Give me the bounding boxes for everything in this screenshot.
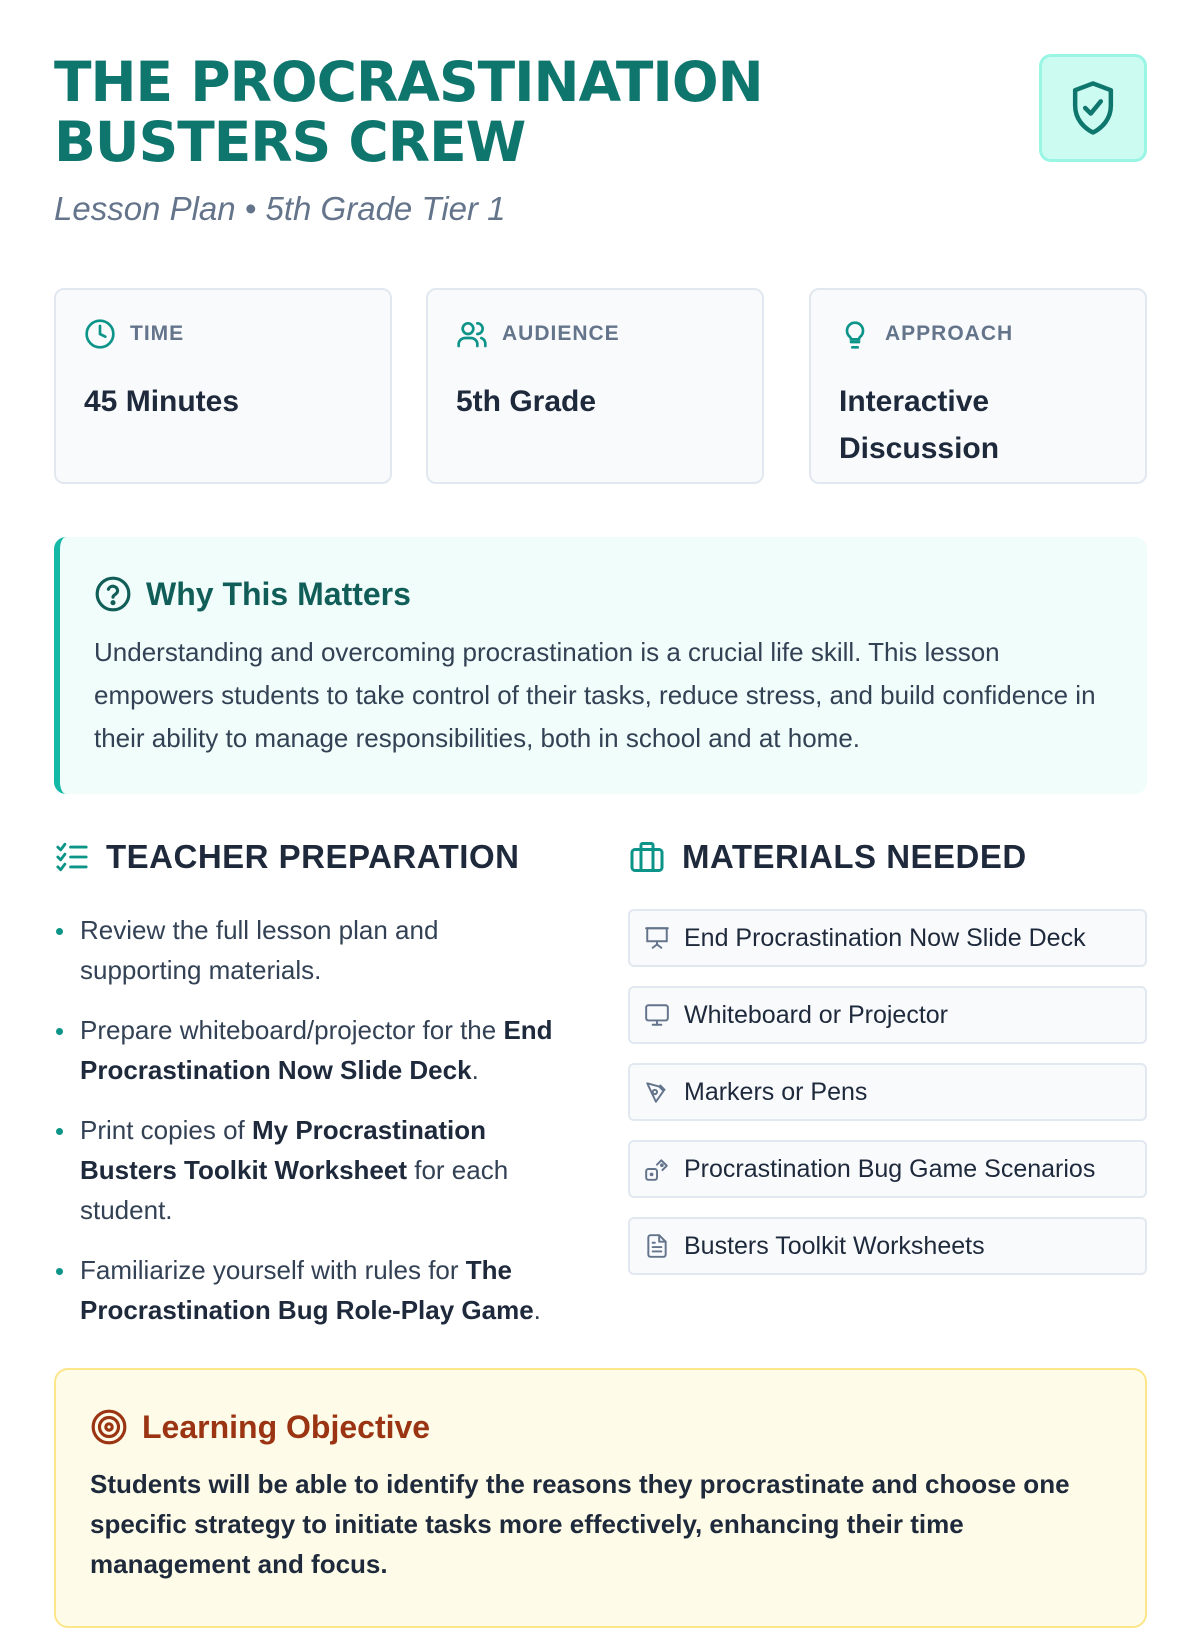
briefcase-icon bbox=[628, 839, 666, 875]
lightbulb-icon bbox=[839, 318, 871, 350]
users-icon bbox=[456, 318, 488, 350]
info-cards bbox=[54, 288, 1147, 484]
clock-icon bbox=[84, 318, 116, 350]
approach-label: APPROACH bbox=[885, 322, 1014, 345]
audience-card bbox=[426, 288, 764, 484]
objective-text: Students will be able to identify the reasons they procrastinate and choose one specific strategy to initiate tasks more effectively, enhancing their time management and focus. bbox=[90, 1469, 1070, 1579]
list-item: Prepare whiteboard/projector for the End Procrastination Now Slide Deck. bbox=[54, 1010, 564, 1090]
audience-value: 5th Grade bbox=[456, 385, 597, 418]
approach-value: Interactive Discussion bbox=[839, 385, 1000, 465]
materials-list bbox=[628, 909, 1147, 1294]
presentation-icon bbox=[644, 925, 670, 951]
pen-icon bbox=[644, 1079, 670, 1105]
time-value: 45 Minutes bbox=[84, 385, 240, 418]
time-label: TIME bbox=[130, 322, 185, 345]
dice-icon bbox=[644, 1156, 670, 1182]
target-icon bbox=[90, 1408, 128, 1446]
list-item: Review the full lesson plan and supporting materials. bbox=[54, 910, 564, 990]
materials-heading bbox=[628, 838, 1027, 876]
preparation-heading bbox=[54, 838, 519, 876]
list-item: Print copies of My Procrastination Busters Toolkit Worksheet for each student. bbox=[54, 1110, 564, 1230]
material-markers: Markers or Pens bbox=[628, 1063, 1147, 1121]
approach-card bbox=[809, 288, 1147, 484]
shield-badge bbox=[1039, 54, 1147, 162]
learning-objective-box bbox=[54, 1368, 1147, 1628]
preparation-title: TEACHER PREPARATION bbox=[106, 838, 520, 875]
why-this-matters-box bbox=[54, 537, 1147, 794]
why-title: Why This Matters bbox=[146, 575, 411, 612]
shield-check-icon bbox=[1066, 79, 1120, 137]
title-line-2: BUSTERS CREW bbox=[54, 110, 526, 174]
page-title bbox=[54, 52, 954, 172]
preparation-list bbox=[54, 910, 564, 1350]
monitor-icon bbox=[644, 1002, 670, 1028]
audience-label: AUDIENCE bbox=[502, 322, 620, 345]
material-slide-deck: End Procrastination Now Slide Deck bbox=[628, 909, 1147, 967]
title-line-1: THE PROCRASTINATION bbox=[54, 50, 763, 114]
page-subtitle: Lesson Plan • 5th Grade Tier 1 bbox=[54, 190, 506, 227]
list-item: Familiarize yourself with rules for The Procrastination Bug Role-Play Game. bbox=[54, 1250, 564, 1330]
why-text: Understanding and overcoming procrastination is a crucial life skill. This lesson empowers students to take control of their tasks, reduce stress, and build confidence in their ability to manage responsibilities, both in school and at home. bbox=[94, 637, 1096, 753]
materials-title: MATERIALS NEEDED bbox=[682, 838, 1027, 875]
time-card bbox=[54, 288, 392, 484]
material-worksheets: Busters Toolkit Worksheets bbox=[628, 1217, 1147, 1275]
document-icon bbox=[644, 1233, 670, 1259]
material-game-scenarios: Procrastination Bug Game Scenarios bbox=[628, 1140, 1147, 1198]
material-whiteboard: Whiteboard or Projector bbox=[628, 986, 1147, 1044]
question-circle-icon bbox=[94, 575, 132, 613]
checklist-icon bbox=[54, 840, 90, 874]
objective-title: Learning Objective bbox=[142, 1408, 431, 1445]
